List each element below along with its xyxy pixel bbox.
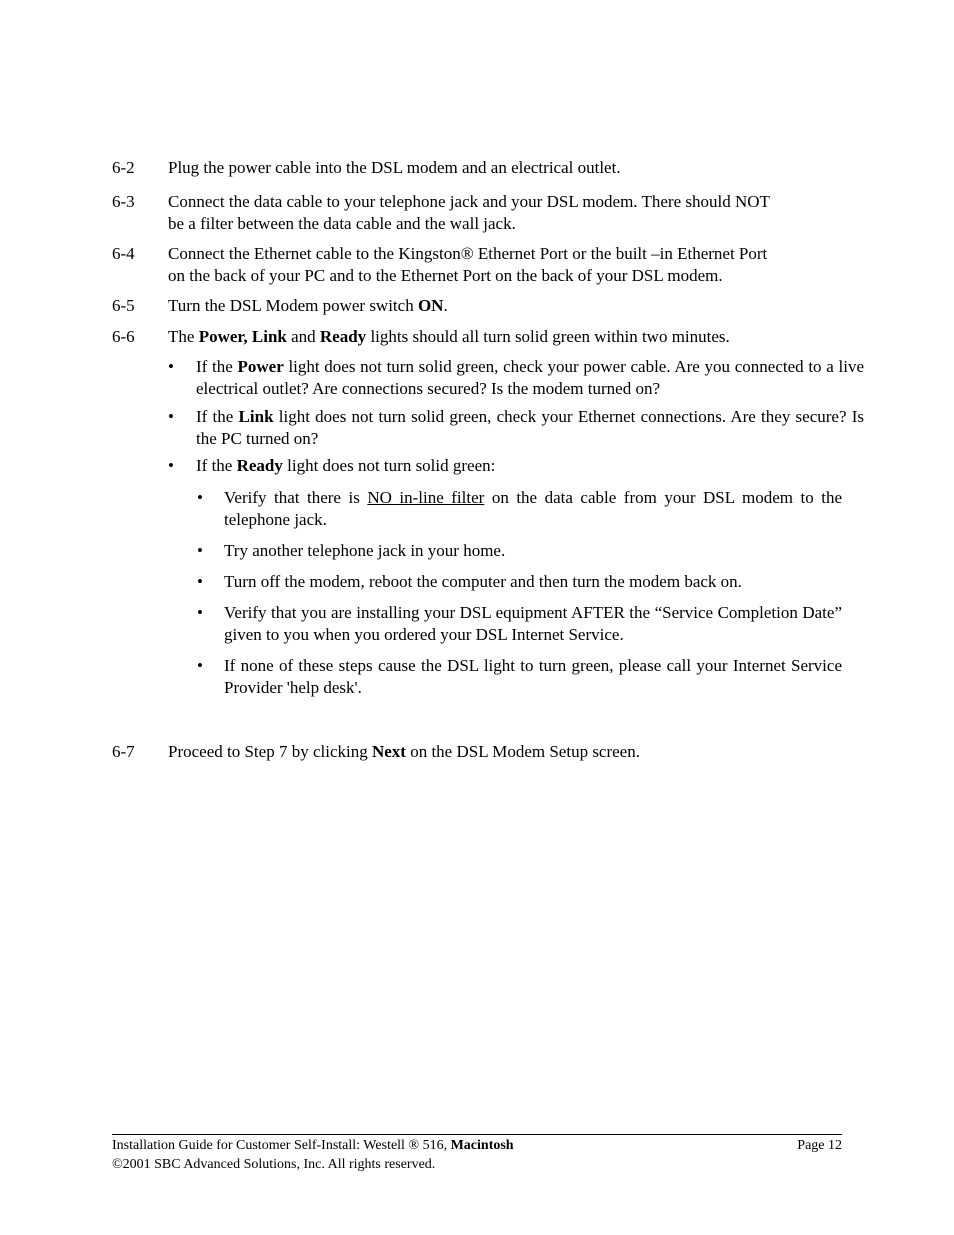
step-text-line-2: on the back of your PC and to the Ethernet Port on the back of your DSL modem. bbox=[168, 266, 723, 285]
bullet-text: If none of these steps cause the DSL light to turn green, please call your Internet Service Provider 'help desk'. bbox=[224, 656, 842, 697]
bullet-icon: • bbox=[197, 572, 203, 591]
step-text: The Power, Link and Ready lights should all turn solid green within two minutes. bbox=[168, 327, 730, 346]
bullet-icon: • bbox=[197, 603, 203, 622]
bullet-icon: • bbox=[197, 488, 203, 507]
step-text: Proceed to Step 7 by clicking Next on the DSL Modem Setup screen. bbox=[168, 742, 640, 761]
step-text-line-1: Connect the data cable to your telephone jack and your DSL modem. There should NOT bbox=[168, 192, 770, 211]
step-number: 6-7 bbox=[112, 742, 135, 761]
step-number: 6-2 bbox=[112, 158, 135, 177]
step-number: 6-4 bbox=[112, 244, 135, 263]
bullet-text: Try another telephone jack in your home. bbox=[224, 541, 506, 560]
bullet-icon: • bbox=[197, 656, 203, 675]
step-number: 6-3 bbox=[112, 192, 135, 211]
footer-copyright: ©2001 SBC Advanced Solutions, Inc. All rights reserved. bbox=[112, 1157, 436, 1172]
footer-divider bbox=[112, 1134, 842, 1135]
footer-line-1 bbox=[112, 1136, 842, 1155]
step-text: Plug the power cable into the DSL modem and an electrical outlet. bbox=[168, 158, 621, 177]
footer-title: Installation Guide for Customer Self-Install: Westell ® 516, Macintosh bbox=[112, 1138, 514, 1153]
step-number: 6-6 bbox=[112, 327, 135, 346]
step-text-line-2: be a filter between the data cable and the wall jack. bbox=[168, 214, 516, 233]
bullet-text: If the Power light does not turn solid green, check your power cable. Are you connected to a live electrical outlet? Are connections secured? Is the modem turned on? bbox=[196, 357, 864, 398]
bullet-icon: • bbox=[168, 456, 174, 475]
page-number: Page 12 bbox=[797, 1138, 842, 1153]
bullet-text: Verify that you are installing your DSL equipment AFTER the “Service Completion Date” given to you when you ordered your DSL Internet Service. bbox=[224, 603, 842, 644]
bullet-text: Verify that there is NO in-line filter on the data cable from your DSL modem to the telephone jack. bbox=[224, 488, 842, 529]
bullet-text: If the Link light does not turn solid green, check your Ethernet connections. Are they secure? Is the PC turned on? bbox=[196, 407, 865, 448]
bullet-text: If the Ready light does not turn solid green: bbox=[196, 456, 496, 475]
bullet-icon: • bbox=[168, 357, 174, 376]
bullet-icon: • bbox=[197, 541, 203, 560]
bullet-icon: • bbox=[168, 407, 174, 426]
bullet-text: Turn off the modem, reboot the computer and then turn the modem back on. bbox=[224, 572, 742, 591]
step-text: Turn the DSL Modem power switch ON. bbox=[168, 296, 448, 315]
step-text-line-1: Connect the Ethernet cable to the Kingston® Ethernet Port or the built –in Ethernet Port bbox=[168, 244, 768, 263]
switch-state: ON bbox=[417, 296, 444, 315]
step-number: 6-5 bbox=[112, 296, 135, 315]
